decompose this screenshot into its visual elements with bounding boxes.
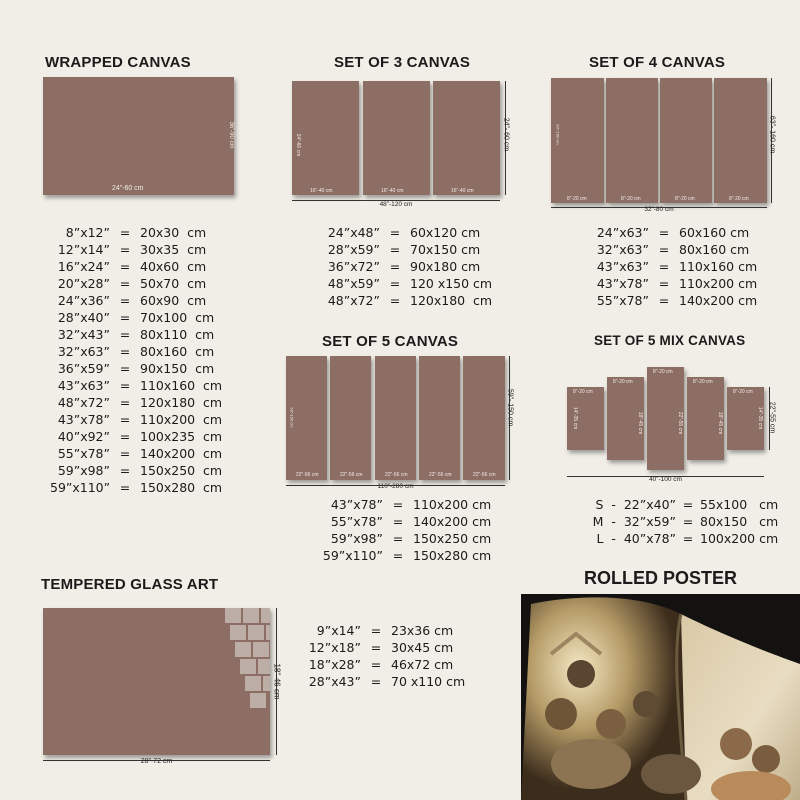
size-inches: 20”x28” xyxy=(57,276,110,291)
size-row xyxy=(318,292,510,309)
size-row xyxy=(318,241,510,258)
size-inches: 59”x98” xyxy=(57,463,110,478)
size-equals: = xyxy=(392,514,404,529)
size-equals: = xyxy=(119,242,131,257)
size-row xyxy=(50,479,240,496)
size-cm: 140x200 cm xyxy=(679,293,758,308)
set4-panel-label: 8”-20 cm xyxy=(621,196,641,202)
size-cm: 60x120 cm xyxy=(410,225,481,240)
set5-panel-label: 22”-56 cm xyxy=(385,472,408,478)
size-equals: = xyxy=(658,276,670,291)
mix-top-label: 8”-20 cm xyxy=(693,379,713,385)
size-inches: M - 32”x59” xyxy=(592,514,676,529)
size-inches: 43”x78” xyxy=(330,497,383,512)
size-equals: = xyxy=(682,497,694,512)
size-row xyxy=(591,292,769,309)
size-inches: 59”x110” xyxy=(322,548,383,563)
set3-total-height: 24”- 60 cm xyxy=(502,117,510,152)
size-inches: 43”x78” xyxy=(57,412,110,427)
size-row xyxy=(318,258,510,275)
glass-size-list xyxy=(305,622,481,690)
mix-side-label: 18”-45 cm xyxy=(637,411,643,435)
size-inches: 55”x78” xyxy=(330,514,383,529)
size-cm: 55x100 cm xyxy=(700,497,779,512)
poster-painting xyxy=(521,594,800,800)
size-cm: 30x45 cm xyxy=(391,640,454,655)
size-cm: 150x250 cm xyxy=(413,531,492,546)
size-cm: 100x235 cm xyxy=(140,429,223,444)
glass-height-label: 18”-46 cm xyxy=(272,663,282,700)
size-cm: 110x160 cm xyxy=(140,378,223,393)
size-row xyxy=(305,673,481,690)
set5-panel-label: 22”-56 cm xyxy=(296,472,319,478)
size-equals: = xyxy=(119,480,131,495)
size-row xyxy=(50,275,240,292)
size-equals: = xyxy=(389,293,401,308)
size-row xyxy=(50,343,240,360)
size-inches: 24”x36” xyxy=(57,293,110,308)
size-row xyxy=(317,496,513,513)
set4-size-list xyxy=(591,224,769,309)
size-equals: = xyxy=(119,293,131,308)
size-row xyxy=(50,411,240,428)
size-inches: 18”x28” xyxy=(308,657,361,672)
size-cm: 70x150 cm xyxy=(410,242,481,257)
set4-panel-height-label: 63”-160 cm xyxy=(555,124,561,145)
size-row xyxy=(50,360,240,377)
size-inches: 32”x43” xyxy=(57,327,110,342)
size-row xyxy=(576,530,796,547)
size-equals: = xyxy=(370,640,382,655)
set3-panel-height-label: 24”-60 cm xyxy=(295,133,301,157)
size-equals: = xyxy=(682,531,694,546)
set5-panel-5 xyxy=(463,356,505,480)
size-equals: = xyxy=(119,429,131,444)
set3-panel-2 xyxy=(363,81,430,195)
set4-panel-label: 8”-20 cm xyxy=(729,196,749,202)
mix-side-label: 14”-35 cm xyxy=(757,406,763,430)
size-row xyxy=(305,622,481,639)
size-inches: 59”x110” xyxy=(50,480,111,495)
size-cm: 90x150 cm xyxy=(140,361,215,376)
set3-size-list xyxy=(318,224,510,309)
size-inches: 43”x63” xyxy=(596,259,649,274)
mix-total-width: 40”-100 cm xyxy=(649,476,682,483)
size-cm: 110x160 cm xyxy=(679,259,758,274)
wrapped-canvas-preview xyxy=(43,77,234,195)
size-cm: 140x200 cm xyxy=(140,446,223,461)
size-equals: = xyxy=(119,259,131,274)
size-equals: = xyxy=(370,657,382,672)
size-cm: 120x180 cm xyxy=(140,395,223,410)
set5-panel-3 xyxy=(375,356,416,480)
size-cm: 70 x110 cm xyxy=(391,674,466,689)
set4-panel-4 xyxy=(714,78,767,203)
mix-side-label: 18”-45 cm xyxy=(717,411,723,435)
size-row xyxy=(50,292,240,309)
size-cm: 150x250 cm xyxy=(140,463,223,478)
size-cm: 80x160 cm xyxy=(140,344,215,359)
size-equals: = xyxy=(392,548,404,563)
size-equals: = xyxy=(119,395,131,410)
set5-total-height: 59”- 150 cm xyxy=(506,388,514,427)
size-inches: 8”x12” xyxy=(65,225,110,240)
mix-size-list xyxy=(576,496,796,547)
size-cm: 60x160 cm xyxy=(679,225,750,240)
set4-panel-label: 8”-20 cm xyxy=(567,196,587,202)
size-inches: 28”x40” xyxy=(57,310,110,325)
size-inches: 24”x63” xyxy=(596,225,649,240)
size-row xyxy=(318,275,510,292)
size-inches: 32”x63” xyxy=(596,242,649,257)
size-cm: 100x200 cm xyxy=(700,531,779,546)
size-cm: 140x200 cm xyxy=(413,514,492,529)
size-row xyxy=(50,258,240,275)
set5-total-width: 110”-280 cm xyxy=(377,483,414,490)
size-cm: 20x30 cm xyxy=(140,225,207,240)
size-row xyxy=(576,513,796,530)
size-cm: 80x110 cm xyxy=(140,327,215,342)
size-inches: 16”x24” xyxy=(57,259,110,274)
size-cm: 150x280 cm xyxy=(140,480,223,495)
set5-title: SET OF 5 CANVAS xyxy=(322,333,459,350)
size-inches: 55”x78” xyxy=(57,446,110,461)
size-inches: 48”x72” xyxy=(327,293,380,308)
size-equals: = xyxy=(682,514,694,529)
glass-preview xyxy=(43,608,270,755)
size-inches: 48”x72” xyxy=(57,395,110,410)
size-equals: = xyxy=(370,674,382,689)
set5-panel-label: 22”-56 cm xyxy=(473,472,496,478)
wrapped-height-label: 36”-90 cm xyxy=(228,121,234,149)
mix-top-label: 8”-20 cm xyxy=(573,389,593,395)
size-row xyxy=(50,377,240,394)
poster-title: ROLLED POSTER xyxy=(584,568,738,588)
wrapped-width-label: 24”-60 cm xyxy=(112,185,144,192)
size-cm: 150x280 cm xyxy=(413,548,492,563)
poster-image xyxy=(521,594,800,800)
size-row xyxy=(591,224,769,241)
size-cm: 110x200 cm xyxy=(679,276,758,291)
size-row xyxy=(50,326,240,343)
set3-panel-1 xyxy=(292,81,359,195)
set5-panel-height-label: 59”-150 cm xyxy=(289,407,295,428)
set4-total-height: 63”- 160 cm xyxy=(768,115,776,154)
set4-panel-label: 8”-20 cm xyxy=(675,196,695,202)
size-cm: 110x200 cm xyxy=(140,412,223,427)
size-cm: 23x36 cm xyxy=(391,623,454,638)
size-row xyxy=(591,275,769,292)
set5-panel-2 xyxy=(330,356,371,480)
set3-title: SET OF 3 CANVAS xyxy=(334,54,471,71)
size-equals: = xyxy=(119,276,131,291)
size-row xyxy=(591,241,769,258)
size-row xyxy=(317,513,513,530)
size-inches: 48”x59” xyxy=(327,276,380,291)
set3-panel-3 xyxy=(433,81,500,195)
set5-panel-label: 22”-56 cm xyxy=(340,472,363,478)
set4-total-width: 32”-80 cm xyxy=(644,206,674,213)
size-inches: 59”x98” xyxy=(330,531,383,546)
size-inches: 40”x92” xyxy=(57,429,110,444)
size-equals: = xyxy=(389,242,401,257)
size-inches: L - 40”x78” xyxy=(596,531,676,546)
size-cm: 40x60 cm xyxy=(140,259,207,274)
size-equals: = xyxy=(658,242,670,257)
size-inches: 55”x78” xyxy=(596,293,649,308)
wrapped-size-list xyxy=(50,224,240,496)
size-row xyxy=(50,428,240,445)
size-inches: 9”x14” xyxy=(316,623,361,638)
size-row xyxy=(50,309,240,326)
size-inches: 43”x63” xyxy=(57,378,110,393)
set5-panel-4 xyxy=(419,356,460,480)
size-inches: 43”x78” xyxy=(596,276,649,291)
size-equals: = xyxy=(119,225,131,240)
size-row xyxy=(305,639,481,656)
mix-top-label: 8”-20 cm xyxy=(653,369,673,375)
wrapped-canvas-title: WRAPPED CANVAS xyxy=(45,54,191,71)
size-equals: = xyxy=(119,327,131,342)
size-equals: = xyxy=(370,623,382,638)
size-inches: 24”x48” xyxy=(327,225,380,240)
size-inches: 28”x59” xyxy=(327,242,380,257)
size-row xyxy=(305,656,481,673)
size-cm: 46x72 cm xyxy=(391,657,454,672)
size-equals: = xyxy=(389,259,401,274)
size-row xyxy=(317,530,513,547)
size-cm: 80x150 cm xyxy=(700,514,779,529)
glass-width-label: 28”-72 cm xyxy=(140,758,173,765)
size-equals: = xyxy=(119,378,131,393)
size-row xyxy=(50,241,240,258)
set3-panel-label: 16”-40 cm xyxy=(381,188,404,194)
size-cm: 110x200 cm xyxy=(413,497,492,512)
size-row xyxy=(317,547,513,564)
size-equals: = xyxy=(119,361,131,376)
size-cm: 120x180 cm xyxy=(410,293,493,308)
size-cm: 60x90 cm xyxy=(140,293,207,308)
size-inches: 32”x63” xyxy=(57,344,110,359)
size-cm: 120 x150 cm xyxy=(410,276,493,291)
size-row xyxy=(50,224,240,241)
set3-panel-label: 16”-40 cm xyxy=(451,188,474,194)
size-cm: 50x70 cm xyxy=(140,276,207,291)
size-equals: = xyxy=(119,412,131,427)
size-inches: 12”x18” xyxy=(308,640,361,655)
size-equals: = xyxy=(392,531,404,546)
size-equals: = xyxy=(389,276,401,291)
set4-panel-3 xyxy=(660,78,712,203)
size-inches: 36”x72” xyxy=(327,259,380,274)
size-inches: 12”x14” xyxy=(57,242,110,257)
size-row xyxy=(591,258,769,275)
size-equals: = xyxy=(389,225,401,240)
mix-top-label: 8”-20 cm xyxy=(613,379,633,385)
size-cm: 70x100 cm xyxy=(140,310,215,325)
mix-side-label: 14”-35 cm xyxy=(572,406,578,430)
size-inches: S - 22”x40” xyxy=(595,497,676,512)
size-cm: 90x180 cm xyxy=(410,259,481,274)
glass-title: TEMPERED GLASS ART xyxy=(41,576,219,593)
size-row xyxy=(50,394,240,411)
mix-title: SET OF 5 MIX CANVAS xyxy=(594,333,746,348)
size-row xyxy=(50,462,240,479)
size-equals: = xyxy=(658,259,670,274)
size-equals: = xyxy=(119,310,131,325)
mix-top-label: 8”-20 cm xyxy=(733,389,753,395)
size-row xyxy=(576,496,796,513)
size-equals: = xyxy=(392,497,404,512)
size-row xyxy=(50,445,240,462)
size-inches: 36”x59” xyxy=(57,361,110,376)
mix-total-height: 22”-55 cm xyxy=(768,401,776,434)
set4-title: SET OF 4 CANVAS xyxy=(589,54,726,71)
set4-panel-2 xyxy=(606,78,658,203)
size-equals: = xyxy=(119,344,131,359)
size-cm: 80x160 cm xyxy=(679,242,750,257)
set5-size-list xyxy=(317,496,513,564)
size-row xyxy=(318,224,510,241)
mix-side-label: 22”-55 cm xyxy=(677,411,683,435)
size-equals: = xyxy=(658,293,670,308)
size-inches: 28”x43” xyxy=(308,674,361,689)
size-equals: = xyxy=(658,225,670,240)
size-cm: 30x35 cm xyxy=(140,242,207,257)
set3-panel-label: 16”-40 cm xyxy=(310,188,333,194)
set3-total-width: 48”-120 cm xyxy=(379,201,413,208)
set5-panel-label: 22”-56 cm xyxy=(429,472,452,478)
size-equals: = xyxy=(119,446,131,461)
size-equals: = xyxy=(119,463,131,478)
